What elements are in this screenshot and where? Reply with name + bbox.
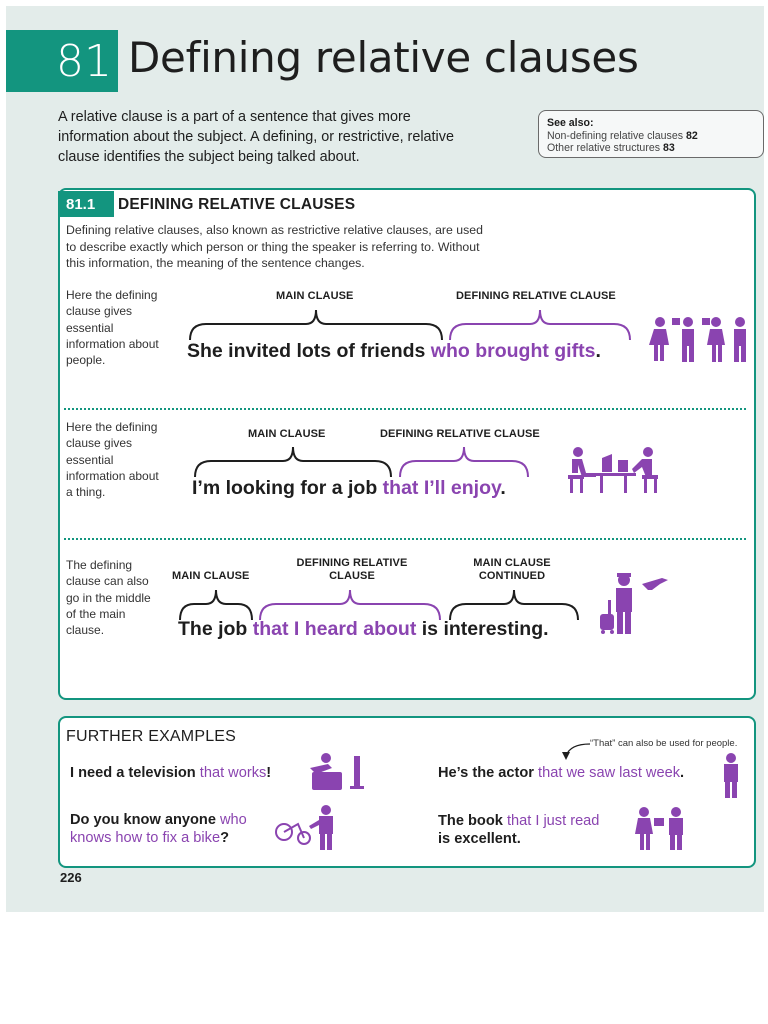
main-clause-continued-text: is interesting. [421,618,549,640]
further-example: I need a television that works! [70,765,272,781]
further-example: Do you know anyone who knows how to fix a bike? [70,812,247,846]
main-clause-bracket [193,443,393,479]
pilot-with-airplane-icon [594,570,676,636]
defining-clause-bracket [448,306,632,342]
chapter-number: 81 [56,36,112,87]
sentence-end: . [595,340,601,362]
divider [64,538,746,540]
defining-clause-label: DEFINING RELATIVE CLAUSE [456,290,616,302]
defining-clause-label: DEFINING RELATIVE CLAUSE [380,428,540,440]
office-desk-workers-icon [566,444,662,496]
see-also-heading: See also: [547,117,594,129]
see-also-item[interactable]: Other relative structures 83 [547,142,675,154]
section-title: DEFINING RELATIVE CLAUSES [118,196,356,213]
relative-clause-text: who brought gifts [430,340,596,362]
intro-text: A relative clause is a part of a sentence that gives more information about the subject. A defining, or restrictive, relative clause identifies the subject being talked about. [58,109,454,165]
example-note: The defining clause can also go in the middle of the main clause. [66,558,151,638]
section-number: 81.1 [66,196,96,213]
see-also-box [538,110,764,158]
main-clause-label: MAIN CLAUSE [248,428,326,440]
example-sentence [187,340,601,363]
defining-clause-bracket [258,586,442,622]
people-sharing-book-icon [632,806,688,852]
relative-clause-text: that I heard about [252,618,417,640]
defining-clause-label: DEFINING RELATIVE CLAUSE [296,557,408,582]
people-with-gifts-icon [648,314,754,364]
further-example: The book that I just read is excellent. [438,813,600,847]
example-sentence [192,477,506,500]
curved-arrow-icon [558,738,594,762]
main-clause-label: MAIN CLAUSE [172,570,250,582]
divider [64,408,746,410]
relative-clause-text: that I’ll enjoy [382,477,501,499]
main-clause-bracket [178,586,254,622]
defining-clause-bracket [398,443,530,479]
example-note: Here the defining clause gives essential information about people. [66,288,159,368]
further-example: He’s the actor that we saw last week. [438,765,685,781]
main-clause-text: The job [178,618,248,640]
see-also-item[interactable]: Non-defining relative clauses 82 [547,129,698,142]
broken-television-icon [306,752,368,792]
example-sentence [178,618,549,641]
main-clause-bracket [188,306,444,342]
sentence-end: . [500,477,506,499]
page-title: Defining relative clauses [128,33,639,82]
page-number: 226 [60,870,82,885]
example-note: Here the defining clause gives essential information about a thing. [66,420,159,500]
bike-repair-icon [272,804,344,852]
main-clause-text: I’m looking for a job [192,477,378,499]
further-examples-title: FURTHER EXAMPLES [66,728,237,745]
main-clause-label: MAIN CLAUSE [276,290,354,302]
actor-icon [720,752,742,800]
main-clause-continued-label: MAIN CLAUSE CONTINUED [473,557,551,582]
main-clause-continued-bracket [448,586,580,622]
main-clause-text: She invited lots of friends [187,340,426,362]
section-description: Defining relative clauses, also known as restrictive relative clauses, are used to describe exactly which person or thing the speaker is referring to. Without this information, the meaning of the sentence changes. [66,223,483,270]
side-note: “That” can also be used for people. [590,738,738,749]
